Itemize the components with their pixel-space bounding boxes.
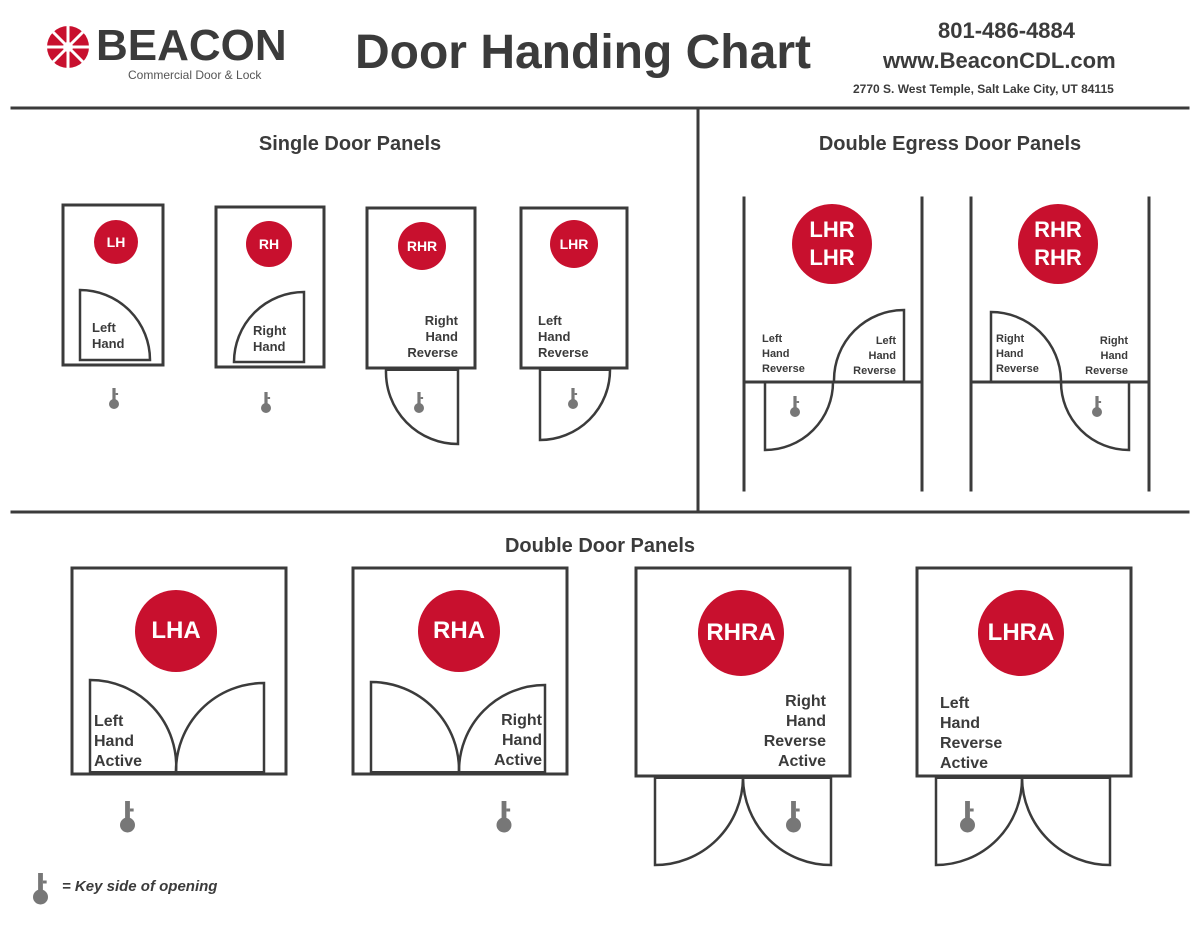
brand-name: BEACON (96, 21, 287, 70)
key-icon-lha (120, 801, 135, 833)
badge-rhra: RHRA (698, 590, 784, 676)
label-lha: Left Hand Active (94, 713, 143, 770)
website: www.BeaconCDL.com (883, 48, 1116, 73)
badge-rh: RH (246, 221, 292, 267)
label-lhr: Left Hand Reverse (538, 313, 589, 360)
key-icon-lhr (568, 388, 578, 409)
key-icon-lhra (960, 801, 975, 833)
badge-rhr: RHR (398, 222, 446, 270)
section-title-double: Double Door Panels (504, 535, 696, 557)
key-icon-rhr (414, 392, 424, 413)
key-icon-rhra (786, 801, 801, 833)
badge-lha: LHA (135, 590, 217, 672)
section-title-single: Single Door Panels (258, 133, 442, 155)
address: 2770 S. West Temple, Salt Lake City, UT 84115 (853, 82, 1114, 96)
key-icon-egress-2 (1092, 396, 1102, 417)
badge-lhra: LHRA (978, 590, 1064, 676)
badge-lhr-lhr: LHR LHR (792, 204, 872, 284)
label-rh: Right Hand (253, 323, 287, 354)
label-egress-1-right: Left Hand Reverse (853, 335, 896, 377)
label-lhra: Left Hand Reverse Active (940, 695, 1003, 772)
badge-lhr: LHR (550, 220, 598, 268)
badge-rhr-rhr: RHR RHR (1018, 204, 1098, 284)
label-egress-2-left: Right Hand Reverse (996, 333, 1039, 375)
badge-lh: LH (94, 220, 138, 264)
key-icon-egress-1 (790, 396, 800, 417)
legend-text: = Key side of opening (62, 878, 218, 895)
badge-rha: RHA (418, 590, 500, 672)
key-icon-legend (33, 873, 48, 905)
label-rha: Right Hand Active (493, 712, 542, 769)
beacon-logo-icon (47, 26, 89, 68)
key-icon-rh (261, 392, 271, 413)
key-icon-rha (497, 801, 512, 833)
brand-subtitle: Commercial Door & Lock (128, 68, 262, 82)
key-icon-lh (109, 388, 119, 409)
label-egress-1-left: Left Hand Reverse (762, 333, 805, 375)
label-egress-2-right: Right Hand Reverse (1085, 335, 1128, 377)
section-title-egress: Double Egress Door Panels (818, 133, 1082, 155)
label-rhr: Right Hand Reverse (407, 313, 458, 360)
phone-number: 801-486-4884 (938, 18, 1076, 43)
label-rhra: Right Hand Reverse Active (763, 693, 826, 770)
page-title: Door Handing Chart (355, 26, 811, 79)
label-lh: Left Hand (92, 320, 125, 351)
